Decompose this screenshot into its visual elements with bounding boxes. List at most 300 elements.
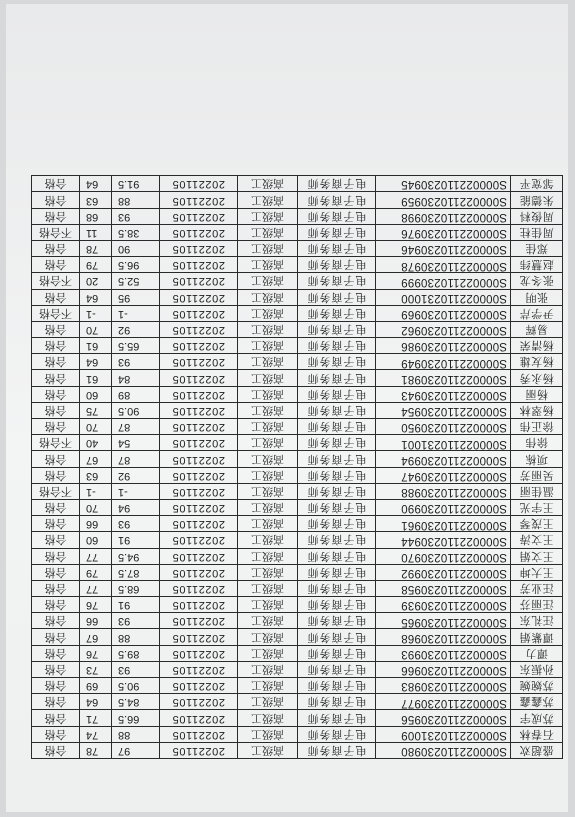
theory-score-cell: 52.5 (112, 273, 160, 289)
theory-score-cell: 88 (112, 192, 160, 208)
level-cell: 高级工 (238, 435, 298, 451)
table-row (32, 516, 563, 532)
practice-score-cell: 69 (80, 678, 112, 694)
profession-cell: 电子商务师 (298, 548, 376, 564)
profession-cell: 电子商务师 (298, 321, 376, 337)
table-row (32, 451, 563, 467)
table-row (32, 241, 563, 257)
theory-score-cell: 94 (112, 500, 160, 516)
theory-score-cell: 88 (112, 629, 160, 645)
profession-cell: 电子商务师 (298, 613, 376, 629)
level-cell: 高级工 (238, 176, 298, 192)
table-row (32, 305, 563, 321)
profession-cell: 电子商务师 (298, 678, 376, 694)
practice-score-cell: 66 (80, 613, 112, 629)
theory-score-cell: 84.5 (112, 694, 160, 710)
cert-id-cell: S000022110230992 (376, 564, 511, 580)
practice-score-cell: 20 (80, 273, 112, 289)
profession-cell: 电子商务师 (298, 224, 376, 240)
practice-score-cell: 74 (80, 726, 112, 742)
level-cell: 高级工 (238, 580, 298, 596)
level-cell: 高级工 (238, 208, 298, 224)
table-row (32, 435, 563, 451)
theory-score-cell: 84 (112, 370, 160, 386)
result-cell: 合格 (32, 241, 80, 257)
name-cell: 苏成宇 (511, 710, 563, 726)
date-cell: 20221105 (160, 386, 238, 402)
profession-cell: 电子商务师 (298, 370, 376, 386)
cert-id-cell: S000022110230958 (376, 580, 511, 596)
cert-id-cell: S000022110230983 (376, 678, 511, 694)
cert-id-cell: S000022110230970 (376, 548, 511, 564)
table-row (32, 532, 563, 548)
result-cell: 合格 (32, 516, 80, 532)
theory-score-cell: 92 (112, 321, 160, 337)
practice-score-cell: 78 (80, 241, 112, 257)
level-cell: 高级工 (238, 321, 298, 337)
level-cell: 高级工 (238, 726, 298, 742)
date-cell: 20221105 (160, 564, 238, 580)
name-cell: 谭力 (511, 645, 563, 661)
table-row (32, 257, 563, 273)
cert-id-cell: S000022110230950 (376, 419, 511, 435)
date-cell: 20221105 (160, 419, 238, 435)
date-cell: 20221105 (160, 742, 238, 758)
practice-score-cell: 66 (80, 516, 112, 532)
cert-id-cell: S000022110230947 (376, 467, 511, 483)
result-cell: 合格 (32, 451, 80, 467)
level-cell: 高级工 (238, 532, 298, 548)
name-cell: 周佳柱 (511, 224, 563, 240)
cert-id-cell: S000022110230980 (376, 742, 511, 758)
theory-score-cell: 90 (112, 241, 160, 257)
table-row (32, 224, 563, 240)
level-cell: 高级工 (238, 305, 298, 321)
practice-score-cell: 40 (80, 435, 112, 451)
theory-score-cell: 65.5 (112, 338, 160, 354)
level-cell: 高级工 (238, 678, 298, 694)
level-cell: 高级工 (238, 500, 298, 516)
name-cell: 杨友雄 (511, 354, 563, 370)
practice-score-cell: 64 (80, 176, 112, 192)
practice-score-cell: 76 (80, 645, 112, 661)
theory-score-cell: 93 (112, 661, 160, 677)
level-cell: 高级工 (238, 354, 298, 370)
level-cell: 高级工 (238, 402, 298, 418)
table-row (32, 661, 563, 677)
practice-score-cell: 71 (80, 710, 112, 726)
cert-id-cell: S000022110230978 (376, 257, 511, 273)
cert-id-cell: S000022110230986 (376, 338, 511, 354)
result-cell: 合格 (32, 710, 80, 726)
profession-cell: 电子商务师 (298, 354, 376, 370)
profession-cell: 电子商务师 (298, 338, 376, 354)
profession-cell: 电子商务师 (298, 532, 376, 548)
name-cell: 徐伟 (511, 435, 563, 451)
profession-cell: 电子商务师 (298, 661, 376, 677)
practice-score-cell: 61 (80, 370, 112, 386)
table-row (32, 645, 563, 661)
date-cell: 20221105 (160, 273, 238, 289)
cert-id-cell: S000022110230999 (376, 273, 511, 289)
cert-id-cell: S000022110230976 (376, 224, 511, 240)
name-cell: 王文娟 (511, 548, 563, 564)
name-cell: 杨翠林 (511, 402, 563, 418)
practice-score-cell: 67 (80, 629, 112, 645)
practice-score-cell: 78 (80, 742, 112, 758)
theory-score-cell: 95 (112, 289, 160, 305)
table-row (32, 338, 563, 354)
date-cell: 20221105 (160, 305, 238, 321)
level-cell: 高级工 (238, 645, 298, 661)
level-cell: 高级工 (238, 742, 298, 758)
result-cell: 合格 (32, 613, 80, 629)
cert-id-cell: S000022110230969 (376, 305, 511, 321)
name-cell: 王文涛 (511, 532, 563, 548)
table-row (32, 321, 563, 337)
profession-cell: 电子商务师 (298, 257, 376, 273)
date-cell: 20221105 (160, 435, 238, 451)
date-cell: 20221105 (160, 661, 238, 677)
result-cell: 合格 (32, 176, 80, 192)
name-cell: 汪业芳 (511, 580, 563, 596)
result-cell: 合格 (32, 678, 80, 694)
result-cell: 不合格 (32, 483, 80, 499)
cert-id-cell: S000022110231000 (376, 289, 511, 305)
level-cell: 高级工 (238, 419, 298, 435)
practice-score-cell: 79 (80, 257, 112, 273)
cert-id-cell: S000022110230945 (376, 176, 511, 192)
date-cell: 20221105 (160, 451, 238, 467)
result-cell: 不合格 (32, 305, 80, 321)
practice-score-cell: 64 (80, 354, 112, 370)
date-cell: 20221105 (160, 402, 238, 418)
date-cell: 20221105 (160, 694, 238, 710)
date-cell: 20221105 (160, 500, 238, 516)
cert-id-cell: S000022110230956 (376, 710, 511, 726)
profession-cell: 电子商务师 (298, 273, 376, 289)
level-cell: 高级工 (238, 661, 298, 677)
name-cell: 汪丽芬 (511, 597, 563, 613)
theory-score-cell: 87 (112, 451, 160, 467)
name-cell: 徐正伟 (511, 419, 563, 435)
date-cell: 20221105 (160, 338, 238, 354)
level-cell: 高级工 (238, 451, 298, 467)
result-cell: 合格 (32, 419, 80, 435)
table-row (32, 386, 563, 402)
results-table (31, 175, 563, 759)
practice-score-cell: 76 (80, 597, 112, 613)
theory-score-cell: 66.5 (112, 710, 160, 726)
table-row (32, 273, 563, 289)
practice-score-cell: 77 (80, 548, 112, 564)
result-cell: 合格 (32, 661, 80, 677)
result-cell: 合格 (32, 289, 80, 305)
practice-score-cell: 73 (80, 661, 112, 677)
result-cell: 合格 (32, 354, 80, 370)
name-cell: 杨清荣 (511, 338, 563, 354)
profession-cell: 电子商务师 (298, 710, 376, 726)
theory-score-cell: 93 (112, 613, 160, 629)
date-cell: 20221105 (160, 208, 238, 224)
practice-score-cell: 77 (80, 580, 112, 596)
practice-score-cell: 70 (80, 419, 112, 435)
level-cell: 高级工 (238, 192, 298, 208)
profession-cell: 电子商务师 (298, 176, 376, 192)
profession-cell: 电子商务师 (298, 580, 376, 596)
table-row (32, 176, 563, 192)
practice-score-cell: 70 (80, 321, 112, 337)
table-row (32, 192, 563, 208)
result-cell: 不合格 (32, 435, 80, 451)
result-cell: 合格 (32, 629, 80, 645)
cert-id-cell: S000022110230949 (376, 354, 511, 370)
profession-cell: 电子商务师 (298, 500, 376, 516)
theory-score-cell: 90.5 (112, 402, 160, 418)
date-cell: 20221105 (160, 516, 238, 532)
date-cell: 20221105 (160, 532, 238, 548)
name-cell: 赵慧纬 (511, 257, 563, 273)
practice-score-cell: 63 (80, 192, 112, 208)
practice-score-cell: -1 (80, 483, 112, 499)
cert-id-cell: S000022110230988 (376, 483, 511, 499)
practice-score-cell: -1 (80, 305, 112, 321)
results-table-body (32, 176, 563, 759)
level-cell: 高级工 (238, 613, 298, 629)
theory-score-cell: 88 (112, 726, 160, 742)
practice-score-cell: 70 (80, 500, 112, 516)
name-cell: 项栋 (511, 451, 563, 467)
cert-id-cell: S000022110230944 (376, 532, 511, 548)
table-row (32, 580, 563, 596)
cert-id-cell: S000022110230994 (376, 451, 511, 467)
rotated-table-wrapper (32, 175, 563, 759)
practice-score-cell: 60 (80, 386, 112, 402)
name-cell: 苏鑫鑫 (511, 694, 563, 710)
profession-cell: 电子商务师 (298, 451, 376, 467)
theory-score-cell: 96.5 (112, 257, 160, 273)
cert-id-cell: S000022110230998 (376, 208, 511, 224)
result-cell: 合格 (32, 500, 80, 516)
cert-id-cell: S000022110230946 (376, 241, 511, 257)
date-cell: 20221105 (160, 597, 238, 613)
table-row (32, 726, 563, 742)
name-cell: 汪礼东 (511, 613, 563, 629)
name-cell: 尹学芹 (511, 305, 563, 321)
table-row (32, 289, 563, 305)
date-cell: 20221105 (160, 483, 238, 499)
table-row (32, 597, 563, 613)
level-cell: 高级工 (238, 273, 298, 289)
level-cell: 高级工 (238, 597, 298, 613)
cert-id-cell: S000022110230962 (376, 321, 511, 337)
theory-score-cell: 93 (112, 516, 160, 532)
date-cell: 20221105 (160, 192, 238, 208)
result-cell: 合格 (32, 402, 80, 418)
theory-score-cell: 97 (112, 742, 160, 758)
profession-cell: 电子商务师 (298, 289, 376, 305)
practice-score-cell: 64 (80, 694, 112, 710)
name-cell: 郑佳 (511, 241, 563, 257)
practice-score-cell: 75 (80, 402, 112, 418)
result-cell: 合格 (32, 192, 80, 208)
name-cell: 苏婉婉 (511, 678, 563, 694)
date-cell: 20221105 (160, 321, 238, 337)
theory-score-cell: 92 (112, 467, 160, 483)
theory-score-cell: 93 (112, 208, 160, 224)
table-row (32, 678, 563, 694)
result-cell: 合格 (32, 321, 80, 337)
profession-cell: 电子商务师 (298, 467, 376, 483)
practice-score-cell: 67 (80, 451, 112, 467)
profession-cell: 电子商务师 (298, 208, 376, 224)
date-cell: 20221105 (160, 645, 238, 661)
profession-cell: 电子商务师 (298, 629, 376, 645)
practice-score-cell: 61 (80, 338, 112, 354)
profession-cell: 电子商务师 (298, 742, 376, 758)
level-cell: 高级工 (238, 289, 298, 305)
date-cell: 20221105 (160, 224, 238, 240)
result-cell: 不合格 (32, 224, 80, 240)
cert-id-cell: S000022110230961 (376, 516, 511, 532)
level-cell: 高级工 (238, 694, 298, 710)
cert-id-cell: S000022110230993 (376, 645, 511, 661)
result-cell: 合格 (32, 338, 80, 354)
profession-cell: 电子商务师 (298, 516, 376, 532)
date-cell: 20221105 (160, 678, 238, 694)
level-cell: 高级工 (238, 467, 298, 483)
date-cell: 20221105 (160, 710, 238, 726)
table-row (32, 694, 563, 710)
result-cell: 合格 (32, 370, 80, 386)
practice-score-cell: 64 (80, 289, 112, 305)
date-cell: 20221105 (160, 176, 238, 192)
cert-id-cell: S000022110230965 (376, 613, 511, 629)
table-row (32, 354, 563, 370)
theory-score-cell: 91 (112, 597, 160, 613)
theory-score-cell: 87.5 (112, 564, 160, 580)
result-cell: 合格 (32, 645, 80, 661)
theory-score-cell: 93 (112, 354, 160, 370)
level-cell: 高级工 (238, 224, 298, 240)
result-cell: 合格 (32, 597, 80, 613)
level-cell: 高级工 (238, 386, 298, 402)
level-cell: 高级工 (238, 710, 298, 726)
result-cell: 合格 (32, 548, 80, 564)
name-cell: 杨丽 (511, 386, 563, 402)
practice-score-cell: 79 (80, 564, 112, 580)
profession-cell: 电子商务师 (298, 402, 376, 418)
profession-cell: 电子商务师 (298, 435, 376, 451)
date-cell: 20221105 (160, 241, 238, 257)
result-cell: 不合格 (32, 273, 80, 289)
result-cell: 合格 (32, 208, 80, 224)
level-cell: 高级工 (238, 548, 298, 564)
name-cell: 王大坤 (511, 564, 563, 580)
level-cell: 高级工 (238, 564, 298, 580)
result-cell: 合格 (32, 467, 80, 483)
name-cell: 张明 (511, 289, 563, 305)
table-row (32, 467, 563, 483)
result-cell: 合格 (32, 386, 80, 402)
cert-id-cell: S000022110230943 (376, 386, 511, 402)
result-cell: 合格 (32, 694, 80, 710)
result-cell: 合格 (32, 564, 80, 580)
profession-cell: 电子商务师 (298, 419, 376, 435)
theory-score-cell: 91.5 (112, 176, 160, 192)
date-cell: 20221105 (160, 548, 238, 564)
scanned-page (6, 4, 568, 812)
cert-id-cell: S000022110230959 (376, 192, 511, 208)
date-cell: 20221105 (160, 467, 238, 483)
level-cell: 高级工 (238, 629, 298, 645)
name-cell: 周俊料 (511, 208, 563, 224)
profession-cell: 电子商务师 (298, 564, 376, 580)
theory-score-cell: 54 (112, 435, 160, 451)
result-cell: 合格 (32, 532, 80, 548)
date-cell: 20221105 (160, 726, 238, 742)
theory-score-cell: 89 (112, 386, 160, 402)
theory-score-cell: 68.5 (112, 580, 160, 596)
profession-cell: 电子商务师 (298, 305, 376, 321)
practice-score-cell: 11 (80, 224, 112, 240)
table-row (32, 419, 563, 435)
cert-id-cell: S000022110230981 (376, 370, 511, 386)
table-row (32, 629, 563, 645)
theory-score-cell: 91 (112, 532, 160, 548)
cert-id-cell: S000022110231001 (376, 435, 511, 451)
cert-id-cell: S000022110230966 (376, 661, 511, 677)
cert-id-cell: S000022110230968 (376, 629, 511, 645)
table-row (32, 613, 563, 629)
theory-score-cell: 38.5 (112, 224, 160, 240)
level-cell: 高级工 (238, 483, 298, 499)
cert-id-cell: S000022110230990 (376, 500, 511, 516)
name-cell: 杨永秀 (511, 370, 563, 386)
table-row (32, 208, 563, 224)
name-cell: 王茂琴 (511, 516, 563, 532)
theory-score-cell: -1 (112, 305, 160, 321)
cert-id-cell: S000022110230939 (376, 597, 511, 613)
result-cell: 合格 (32, 257, 80, 273)
cert-id-cell: S000022110231009 (376, 726, 511, 742)
name-cell: 盛超欢 (511, 742, 563, 758)
cert-id-cell: S000022110230954 (376, 402, 511, 418)
name-cell: 孙振东 (511, 661, 563, 677)
profession-cell: 电子商务师 (298, 386, 376, 402)
table-row (32, 402, 563, 418)
practice-score-cell: 68 (80, 208, 112, 224)
table-row (32, 564, 563, 580)
level-cell: 高级工 (238, 257, 298, 273)
name-cell: 张冬龙 (511, 273, 563, 289)
table-row (32, 742, 563, 758)
level-cell: 高级工 (238, 241, 298, 257)
name-cell: 石春林 (511, 726, 563, 742)
table-row (32, 370, 563, 386)
date-cell: 20221105 (160, 580, 238, 596)
name-cell: 吴丽芳 (511, 467, 563, 483)
name-cell: 王宇光 (511, 500, 563, 516)
date-cell: 20221105 (160, 289, 238, 305)
theory-score-cell: 89.5 (112, 645, 160, 661)
table-row (32, 483, 563, 499)
table-row (32, 710, 563, 726)
profession-cell: 电子商务师 (298, 483, 376, 499)
practice-score-cell: 60 (80, 532, 112, 548)
profession-cell: 电子商务师 (298, 726, 376, 742)
name-cell: 易辉 (511, 321, 563, 337)
